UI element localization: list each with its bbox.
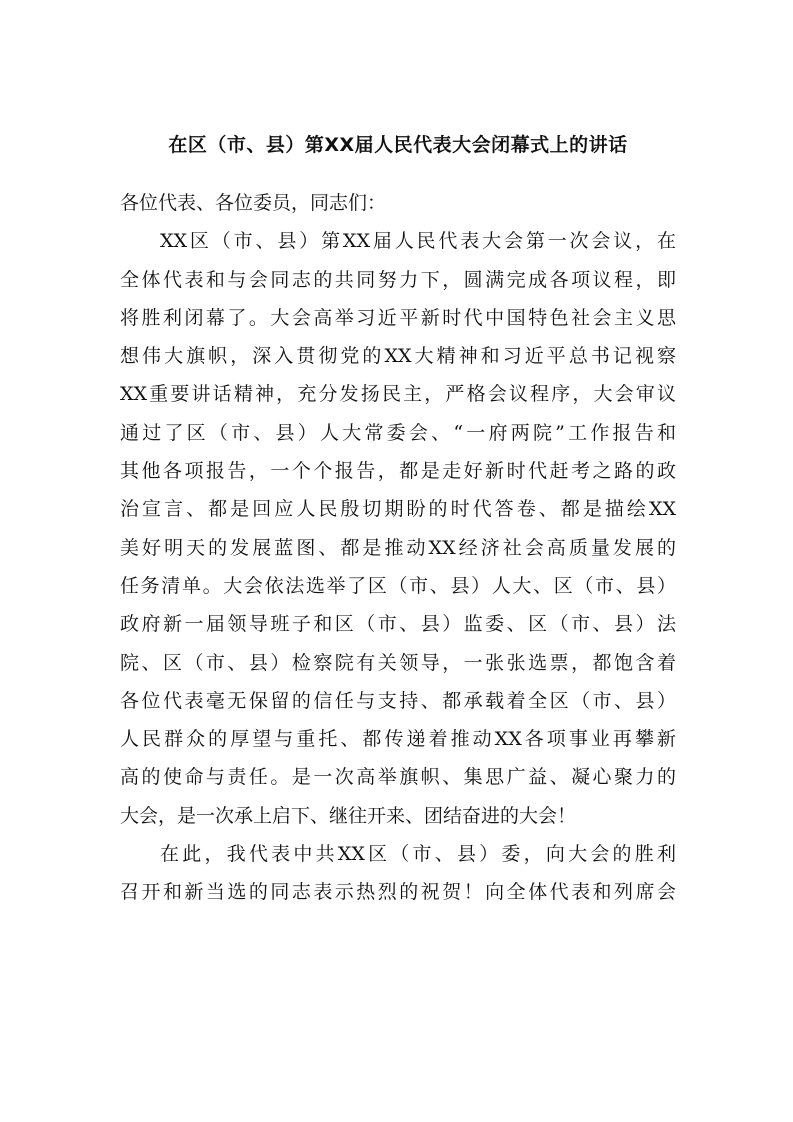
paragraph-line: 人民群众的厚望与重托、都传递着推动XX各项事业再攀新 (120, 728, 676, 751)
paragraph-line: 任务清单。大会依法选举了区（市、县）人大、区（市、县） (120, 574, 676, 597)
paragraph-line: 全体代表和与会同志的共同努力下，圆满完成各项议程，即 (120, 268, 676, 291)
paragraph-line: 想伟大旗帜，深入贯彻党的XX大精神和习近平总书记视察 (120, 345, 676, 368)
paragraph-line: XX重要讲话精神，充分发扬民主，严格会议程序，大会审议 (120, 383, 676, 406)
paragraph-line: 政府新一届领导班子和区（市、县）监委、区（市、县）法 (120, 613, 676, 636)
salutation-line: 各位代表、各位委员，同志们： (120, 192, 387, 214)
paragraph-line: 大会，是一次承上启下、继往开来、团结奋进的大会！ (120, 804, 577, 827)
paragraph-line: 院、区（市、县）检察院有关领导，一张张选票，都饱含着 (120, 651, 676, 674)
document-title: 在区（市、县）第XX届人民代表大会闭幕式上的讲话 (168, 134, 628, 156)
paragraph-line: 高的使命与责任。是一次高举旗帜、集思广益、凝心聚力的 (120, 766, 676, 789)
paragraph-line: 将胜利闭幕了。大会高举习近平新时代中国特色社会主义思 (120, 306, 676, 329)
paragraph-line: 治宣言、都是回应人民殷切期盼的时代答卷、都是描绘XX (120, 498, 676, 521)
paragraph-line: 各位代表毫无保留的信任与支持、都承载着全区（市、县） (120, 689, 676, 712)
paragraph-line: 召开和新当选的同志表示热烈的祝贺！向全体代表和列席会 (120, 881, 676, 904)
paragraph-line: 在此，我代表中共XX区（市、县）委，向大会的胜利 (160, 843, 676, 866)
paragraph-line: 其他各项报告，一个个报告，都是走好新时代赶考之路的政 (120, 460, 676, 483)
paragraph-line: 通过了区（市、县）人大常委会、“一府两院”工作报告和 (120, 421, 676, 444)
document-body (120, 184, 676, 912)
paragraph-line: 美好明天的发展蓝图、都是推动XX经济社会高质量发展的 (120, 536, 676, 559)
paragraph-line: XX区（市、县）第XX届人民代表大会第一次会议，在 (160, 230, 676, 253)
